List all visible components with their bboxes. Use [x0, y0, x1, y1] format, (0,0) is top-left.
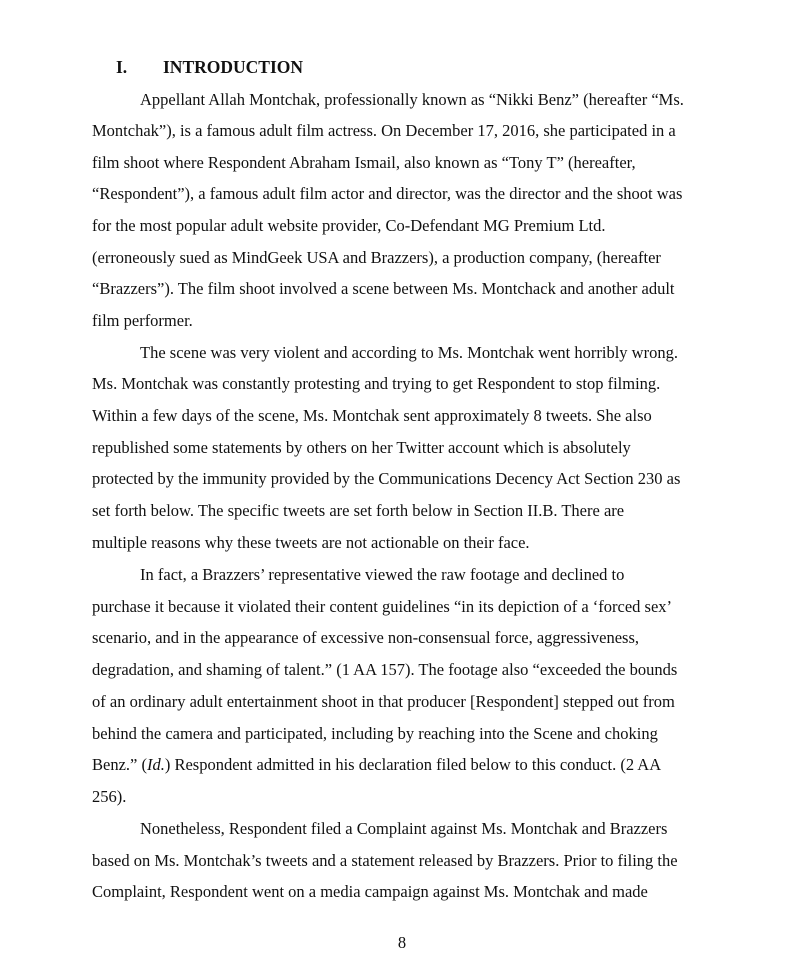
citation-id: Id. — [146, 755, 165, 774]
paragraph-line: protected by the immunity provided by the Communications Decency Act Section 230 as — [92, 469, 681, 488]
paragraph-line: The scene was very violent and according to Ms. Montchak went horribly wrong. — [140, 343, 678, 362]
paragraph-line — [92, 754, 661, 776]
paragraph-line: Appellant Allah Montchak, professionally known as “Nikki Benz” (hereafter “Ms. — [140, 90, 684, 109]
paragraph-line: 256). — [92, 787, 127, 806]
paragraph-line: “Respondent”), a famous adult film actor and director, was the director and the shoot was — [92, 184, 683, 203]
paragraph-line: (erroneously sued as MindGeek USA and Brazzers), a production company, (hereafter — [92, 248, 661, 267]
paragraph-line: purchase it because it violated their content guidelines “in its depiction of a ‘forced sex’ — [92, 597, 673, 616]
section-title: INTRODUCTION — [163, 57, 304, 77]
section-heading — [116, 56, 303, 78]
paragraph-line: republished some statements by others on her Twitter account which is absolutely — [92, 438, 631, 457]
paragraph-line: based on Ms. Montchak’s tweets and a statement released by Brazzers. Prior to filing the — [92, 851, 678, 870]
paragraph-line: behind the camera and participated, including by reaching into the Scene and choking — [92, 724, 658, 743]
paragraph-line: Within a few days of the scene, Ms. Montchak sent approximately 8 tweets. She also — [92, 406, 652, 425]
page-number: 8 — [397, 933, 407, 952]
paragraph-line: multiple reasons why these tweets are not actionable on their face. — [92, 533, 530, 552]
paragraph-line: film shoot where Respondent Abraham Ismail, also known as “Tony T” (hereafter, — [92, 153, 636, 172]
paragraph-line: scenario, and in the appearance of excessive non-consensual force, aggressiveness, — [92, 628, 640, 647]
line-segment: ) Respondent admitted in his declaration filed below to this conduct. (2 AA — [164, 755, 662, 774]
paragraph-line: Nonetheless, Respondent filed a Complaint against Ms. Montchak and Brazzers — [140, 819, 668, 838]
paragraph-line: Montchak”), is a famous adult film actress. On December 17, 2016, she participated in a — [92, 121, 676, 140]
paragraph-line: In fact, a Brazzers’ representative viewed the raw footage and declined to — [140, 565, 625, 584]
paragraph-line: film performer. — [92, 311, 193, 330]
paragraph-line: Ms. Montchak was constantly protesting and trying to get Respondent to stop filming. — [92, 374, 661, 393]
paragraph-line: of an ordinary adult entertainment shoot in that producer [Respondent] stepped out from — [92, 692, 675, 711]
line-segment: Benz.” ( — [92, 755, 147, 774]
paragraph-line: set forth below. The specific tweets are set forth below in Section II.B. There are — [92, 501, 625, 520]
paragraph-line: “Brazzers”). The film shoot involved a scene between Ms. Montchack and another adult — [92, 279, 675, 298]
paragraph-line: degradation, and shaming of talent.” (1 AA 157). The footage also “exceeded the bounds — [92, 660, 678, 679]
paragraph-line: for the most popular adult website provider, Co-Defendant MG Premium Ltd. — [92, 216, 606, 235]
section-number: I. — [116, 57, 128, 77]
paragraph-line: Complaint, Respondent went on a media campaign against Ms. Montchak and made — [92, 882, 648, 901]
